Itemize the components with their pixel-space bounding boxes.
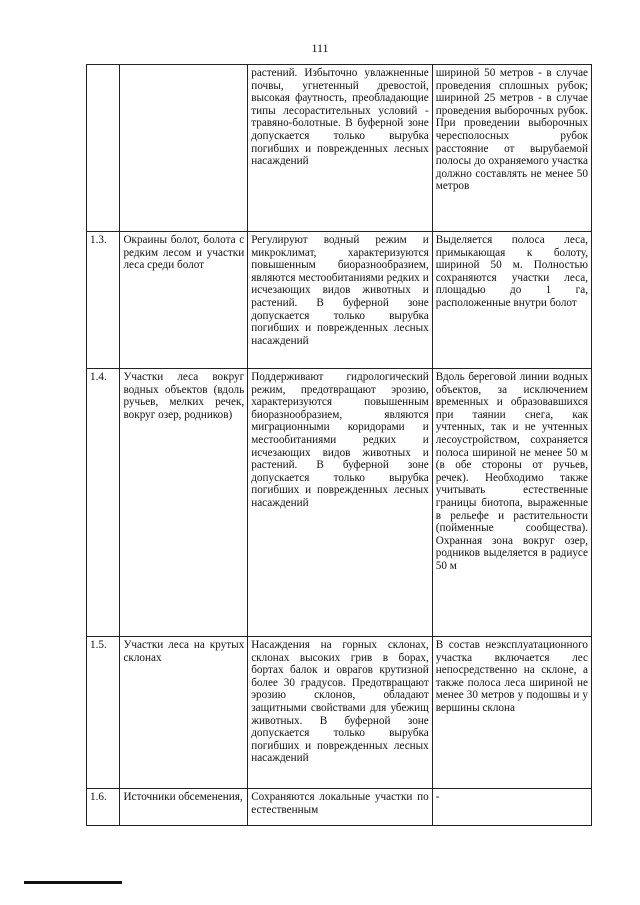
- object-cell: Участки леса на крутых склонах: [120, 637, 248, 789]
- features-cell: Насаждения на горных склонах, склонах высоких грив в борах, бортах балок и оврагов крутизной более 30 градусов. Предотвращают эрозию склонов, обладают защитными свойствами для убежищ животных. В буферной зоне допускается только вырубка погибших и поврежденных лесных насаждений: [248, 637, 433, 789]
- table-row: [87, 369, 592, 637]
- row-number: 1.4.: [87, 369, 120, 637]
- footnote-separator-line: [24, 881, 122, 884]
- row-number: [87, 65, 120, 232]
- features-cell: Поддерживают гидрологический режим, предотвращают эрозию, характеризуются повышенным биоразнообразием, являются миграционными коридорами и местообитаниями редких и исчезающих видов животных и растений. В буферной зоне допускается только вырубка погибших и поврежденных лесных насаждений: [248, 369, 433, 637]
- forest-zones-table: [86, 64, 592, 826]
- features-cell: Сохраняются локальные участки по естественным: [248, 789, 433, 826]
- features-cell: Регулируют водный режим и микроклимат, характеризуются повышенным биоразнообразием, являются местообитаниями редких и исчезающих видов животных и растений. В буферной зоне допускается только вырубка погибших и поврежденных лесных насаждений: [248, 232, 433, 369]
- measures-cell: шириной 50 метров - в случае проведения сплошных рубок; шириной 25 метров - в случае проведения выборочных рубок. При проведении выборочных чересполосных рубок расстояние от вырубаемой полосы до охраняемого участка должно составлять не менее 50 метров: [432, 65, 591, 232]
- page-number: 111: [311, 41, 329, 55]
- features-cell: растений. Избыточно увлажненные почвы, угнетенный древостой, высокая фаутность, преобладающие типы лесорастительных условий - травяно-болотные. В буферной зоне допускается только вырубка погибших и поврежденных лесных насаждений: [248, 65, 433, 232]
- row-number: 1.6.: [87, 789, 120, 826]
- measures-cell: Вдоль береговой линии водных объектов, за исключением временных и образовавшихся при таянии снега, как учтенных, так и не учтенных лесоустройством, сохраняется полоса шириной не менее 50 м (в обе стороны от ручьев, речек). Необходимо также учитывать естественные границы биотопа, выраженные в рельефе и растительности (пойменные сообщества). Охранная зона вокруг озер, родников выделяется в радиусе 50 м: [432, 369, 591, 637]
- table-row: [87, 789, 592, 826]
- measures-cell: -: [432, 789, 591, 826]
- measures-cell: Выделяется полоса леса, примыкающая к болоту, шириной 50 м. Полностью сохраняются участки леса, площадью до 1 га, расположенные внутри болот: [432, 232, 591, 369]
- table-row: [87, 232, 592, 369]
- object-cell: Источники обсеменения,: [120, 789, 248, 826]
- object-cell: Участки леса вокруг водных объектов (вдоль ручьев, мелких речек, вокруг озер, родников): [120, 369, 248, 637]
- object-cell: [120, 65, 248, 232]
- object-cell: Окраины болот, болота с редким лесом и участки леса среди болот: [120, 232, 248, 369]
- measures-cell: В состав неэксплуатационного участка включается лес непосредственно на склоне, а также полоса леса шириной не менее 30 метров у подошвы и у вершины склона: [432, 637, 591, 789]
- table-row: [87, 637, 592, 789]
- row-number: 1.5.: [87, 637, 120, 789]
- row-number: 1.3.: [87, 232, 120, 369]
- table-row: [87, 65, 592, 232]
